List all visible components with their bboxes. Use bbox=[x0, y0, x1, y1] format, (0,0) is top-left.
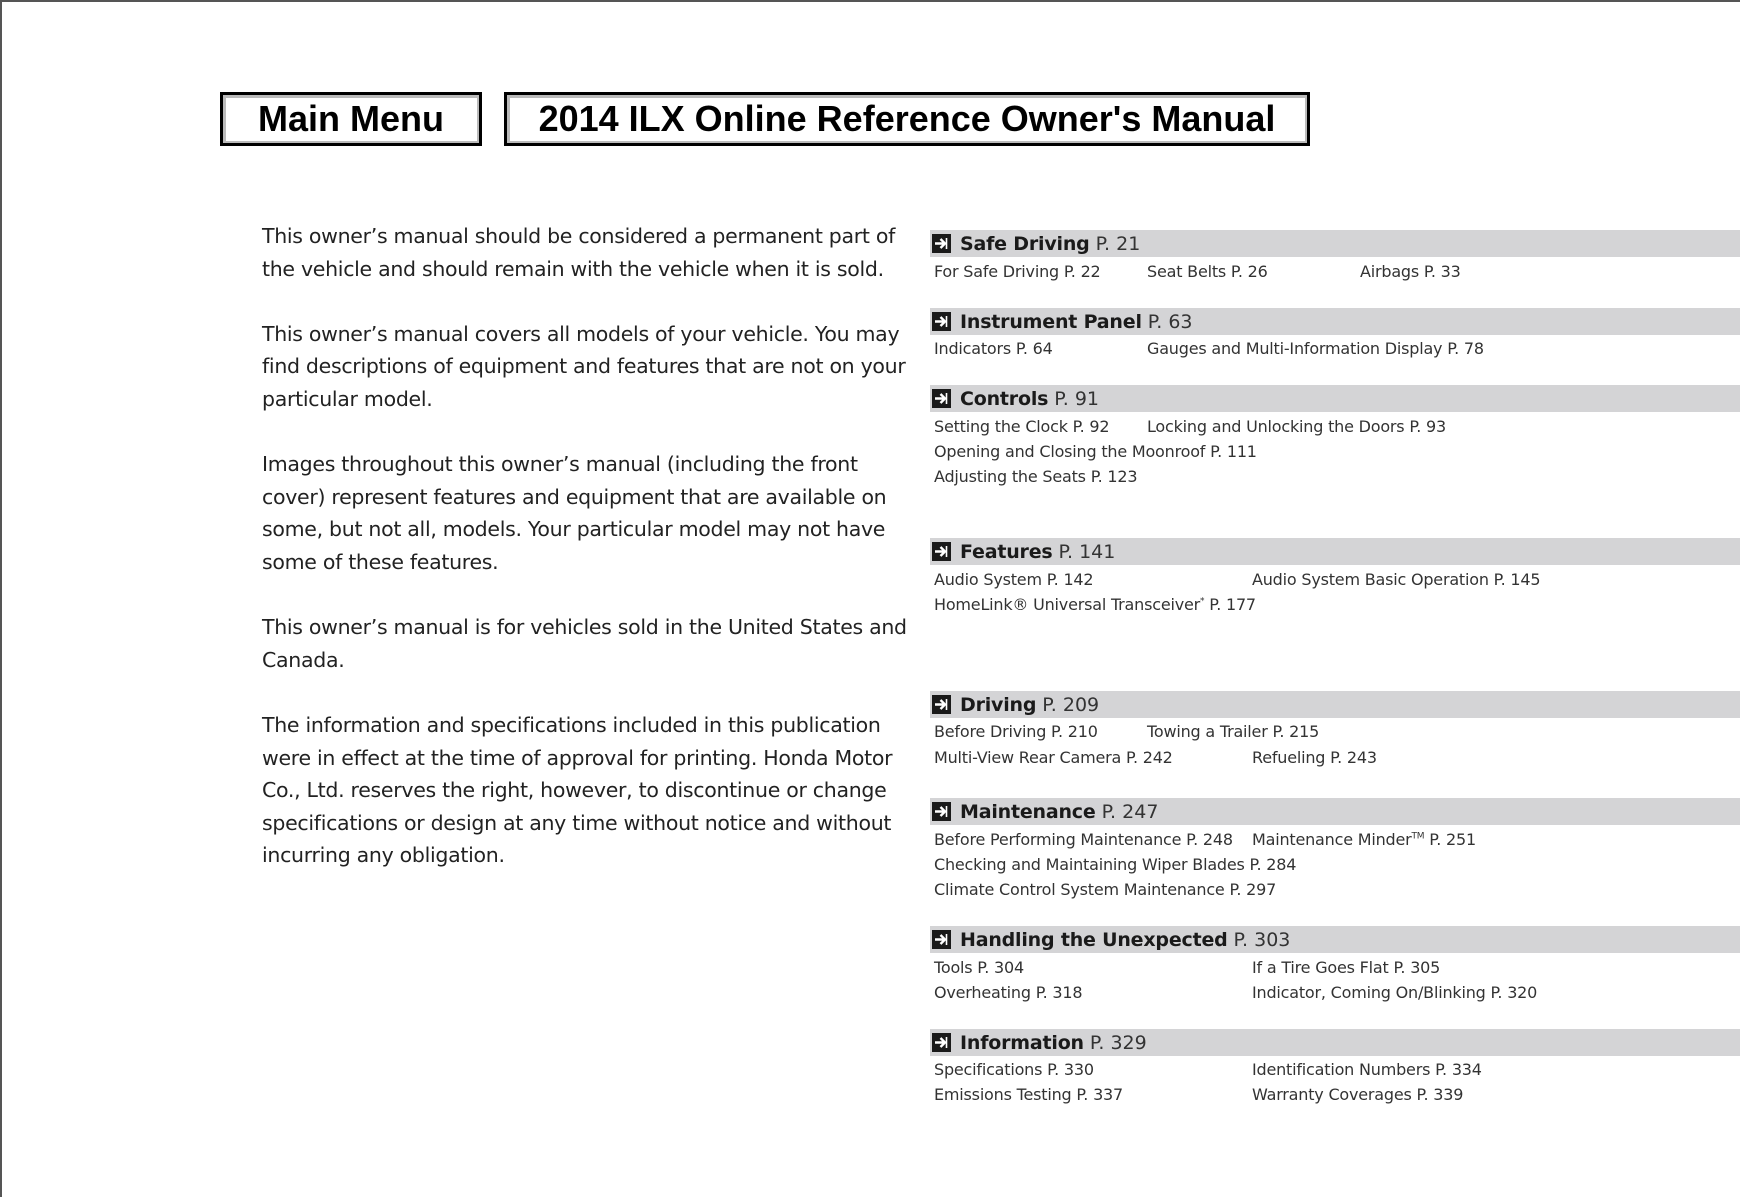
toc-link[interactable]: Airbags P. 33 bbox=[1360, 262, 1461, 281]
section-controls bbox=[930, 385, 1740, 412]
toc-link[interactable]: Adjusting the Seats P. 123 bbox=[934, 467, 1138, 486]
section-page: P. 21 bbox=[1095, 232, 1141, 255]
intro-paragraph: The information and specifications included in this publication were in effect at the time of approval for printing. Honda Motor Co., Ltd. reserves the right, however, to discontinue or change specifications or design at any time without notice and without incurring any obligation. bbox=[262, 712, 893, 868]
section-header-instrument-panel[interactable] bbox=[930, 308, 1740, 335]
section-title: Safe Driving bbox=[960, 232, 1090, 255]
homelink-label: HomeLink® Universal Transceiver bbox=[934, 595, 1201, 614]
section-information bbox=[930, 1029, 1740, 1056]
homelink-page: P. 177 bbox=[1209, 595, 1256, 614]
toc-link[interactable]: Warranty Coverages P. 339 bbox=[1252, 1085, 1464, 1104]
toc-link[interactable]: Refueling P. 243 bbox=[1252, 748, 1377, 767]
toc-link[interactable]: Tools P. 304 bbox=[934, 958, 1024, 977]
toc-link[interactable]: Before Driving P. 210 bbox=[934, 722, 1098, 741]
toc-link[interactable]: Locking and Unlocking the Doors P. 93 bbox=[1147, 417, 1447, 436]
toc-link[interactable]: For Safe Driving P. 22 bbox=[934, 262, 1101, 281]
section-title: Instrument Panel bbox=[960, 310, 1142, 333]
toc-link[interactable]: Audio System Basic Operation P. 145 bbox=[1252, 570, 1541, 589]
section-driving bbox=[930, 691, 1740, 718]
section-page: P. 141 bbox=[1058, 540, 1116, 563]
section-maintenance bbox=[930, 798, 1740, 825]
arrow-right-icon bbox=[932, 312, 951, 331]
toc-link[interactable]: Climate Control System Maintenance P. 297 bbox=[934, 880, 1277, 899]
toc-link[interactable]: Emissions Testing P. 337 bbox=[934, 1085, 1124, 1104]
toc-link[interactable]: Gauges and Multi-Information Display P. 78 bbox=[1147, 339, 1484, 358]
footnote-asterisk: * bbox=[1200, 596, 1205, 607]
main-menu-label: Main Menu bbox=[258, 98, 444, 139]
toc-link[interactable]: Towing a Trailer P. 215 bbox=[1147, 722, 1320, 741]
section-page: P. 63 bbox=[1147, 310, 1193, 333]
section-header-safe-driving[interactable] bbox=[930, 230, 1740, 257]
section-header-maintenance[interactable] bbox=[930, 798, 1740, 825]
toc-link[interactable]: Specifications P. 330 bbox=[934, 1060, 1094, 1079]
toc-link[interactable]: Identification Numbers P. 334 bbox=[1252, 1060, 1482, 1079]
section-title: Controls bbox=[960, 387, 1049, 410]
maintenance-minder-label: Maintenance Minder bbox=[1252, 830, 1412, 849]
section-instrument-panel bbox=[930, 308, 1740, 335]
section-safe-driving bbox=[930, 230, 1740, 257]
main-menu-button[interactable] bbox=[220, 92, 482, 146]
arrow-right-icon bbox=[932, 542, 951, 561]
section-header-driving[interactable] bbox=[930, 691, 1740, 718]
section-title: Handling the Unexpected bbox=[960, 928, 1228, 951]
toc-link[interactable]: Checking and Maintaining Wiper Blades P. 284 bbox=[934, 855, 1297, 874]
section-features bbox=[930, 538, 1740, 565]
toc-link[interactable]: Multi-View Rear Camera P. 242 bbox=[934, 748, 1173, 767]
toc-link[interactable]: Before Performing Maintenance P. 248 bbox=[934, 830, 1233, 849]
intro-paragraph: Images throughout this owner’s manual (including the front cover) represent features and equipment that are available on some, but not all, models. Your particular model may not have some of these features. bbox=[262, 452, 887, 574]
toc-link-maintenance-minder[interactable] bbox=[1252, 830, 1476, 849]
trademark-mark: TM bbox=[1411, 831, 1425, 842]
arrow-right-icon bbox=[932, 234, 951, 253]
intro-paragraph: This owner’s manual should be considered a permanent part of the vehicle and should remain with the vehicle when it is sold. bbox=[262, 224, 896, 281]
toc-link[interactable]: Indicators P. 64 bbox=[934, 339, 1053, 358]
section-header-handling-the-unexpected[interactable] bbox=[930, 926, 1740, 953]
intro-paragraph: This owner’s manual covers all models of your vehicle. You may find descriptions of equipment and features that are not on your particular model. bbox=[262, 321, 906, 411]
toc-link[interactable]: If a Tire Goes Flat P. 305 bbox=[1252, 958, 1441, 977]
section-page: P. 303 bbox=[1233, 928, 1291, 951]
arrow-right-icon bbox=[932, 930, 951, 949]
table-of-contents bbox=[930, 0, 1740, 1197]
section-header-information[interactable] bbox=[930, 1029, 1740, 1056]
section-handling-the-unexpected bbox=[930, 926, 1740, 953]
section-page: P. 247 bbox=[1101, 800, 1159, 823]
section-page: P. 329 bbox=[1089, 1031, 1147, 1054]
section-header-controls[interactable] bbox=[930, 385, 1740, 412]
section-title: Features bbox=[960, 540, 1053, 563]
toc-link[interactable]: Overheating P. 318 bbox=[934, 983, 1083, 1002]
manual-title-label: 2014 ILX Online Reference Owner's Manual bbox=[538, 98, 1276, 139]
arrow-right-icon bbox=[932, 1033, 951, 1052]
maintenance-minder-page: P. 251 bbox=[1429, 830, 1476, 849]
section-title: Maintenance bbox=[960, 800, 1096, 823]
section-title: Information bbox=[960, 1031, 1084, 1054]
intro-text bbox=[262, 220, 912, 904]
intro-paragraph: This owner’s manual is for vehicles sold in the United States and Canada. bbox=[262, 615, 907, 672]
toc-link[interactable]: Audio System P. 142 bbox=[934, 570, 1094, 589]
toc-link-homelink[interactable] bbox=[934, 595, 1256, 614]
toc-link[interactable]: Opening and Closing the Moonroof P. 111 bbox=[934, 442, 1257, 461]
arrow-right-icon bbox=[932, 389, 951, 408]
section-title: Driving bbox=[960, 693, 1037, 716]
toc-link[interactable]: Seat Belts P. 26 bbox=[1147, 262, 1268, 281]
section-header-features[interactable] bbox=[930, 538, 1740, 565]
arrow-right-icon bbox=[932, 802, 951, 821]
arrow-right-icon bbox=[932, 695, 951, 714]
section-page: P. 209 bbox=[1042, 693, 1100, 716]
toc-link[interactable]: Setting the Clock P. 92 bbox=[934, 417, 1110, 436]
toc-link[interactable]: Indicator, Coming On/Blinking P. 320 bbox=[1252, 983, 1538, 1002]
section-page: P. 91 bbox=[1054, 387, 1100, 410]
